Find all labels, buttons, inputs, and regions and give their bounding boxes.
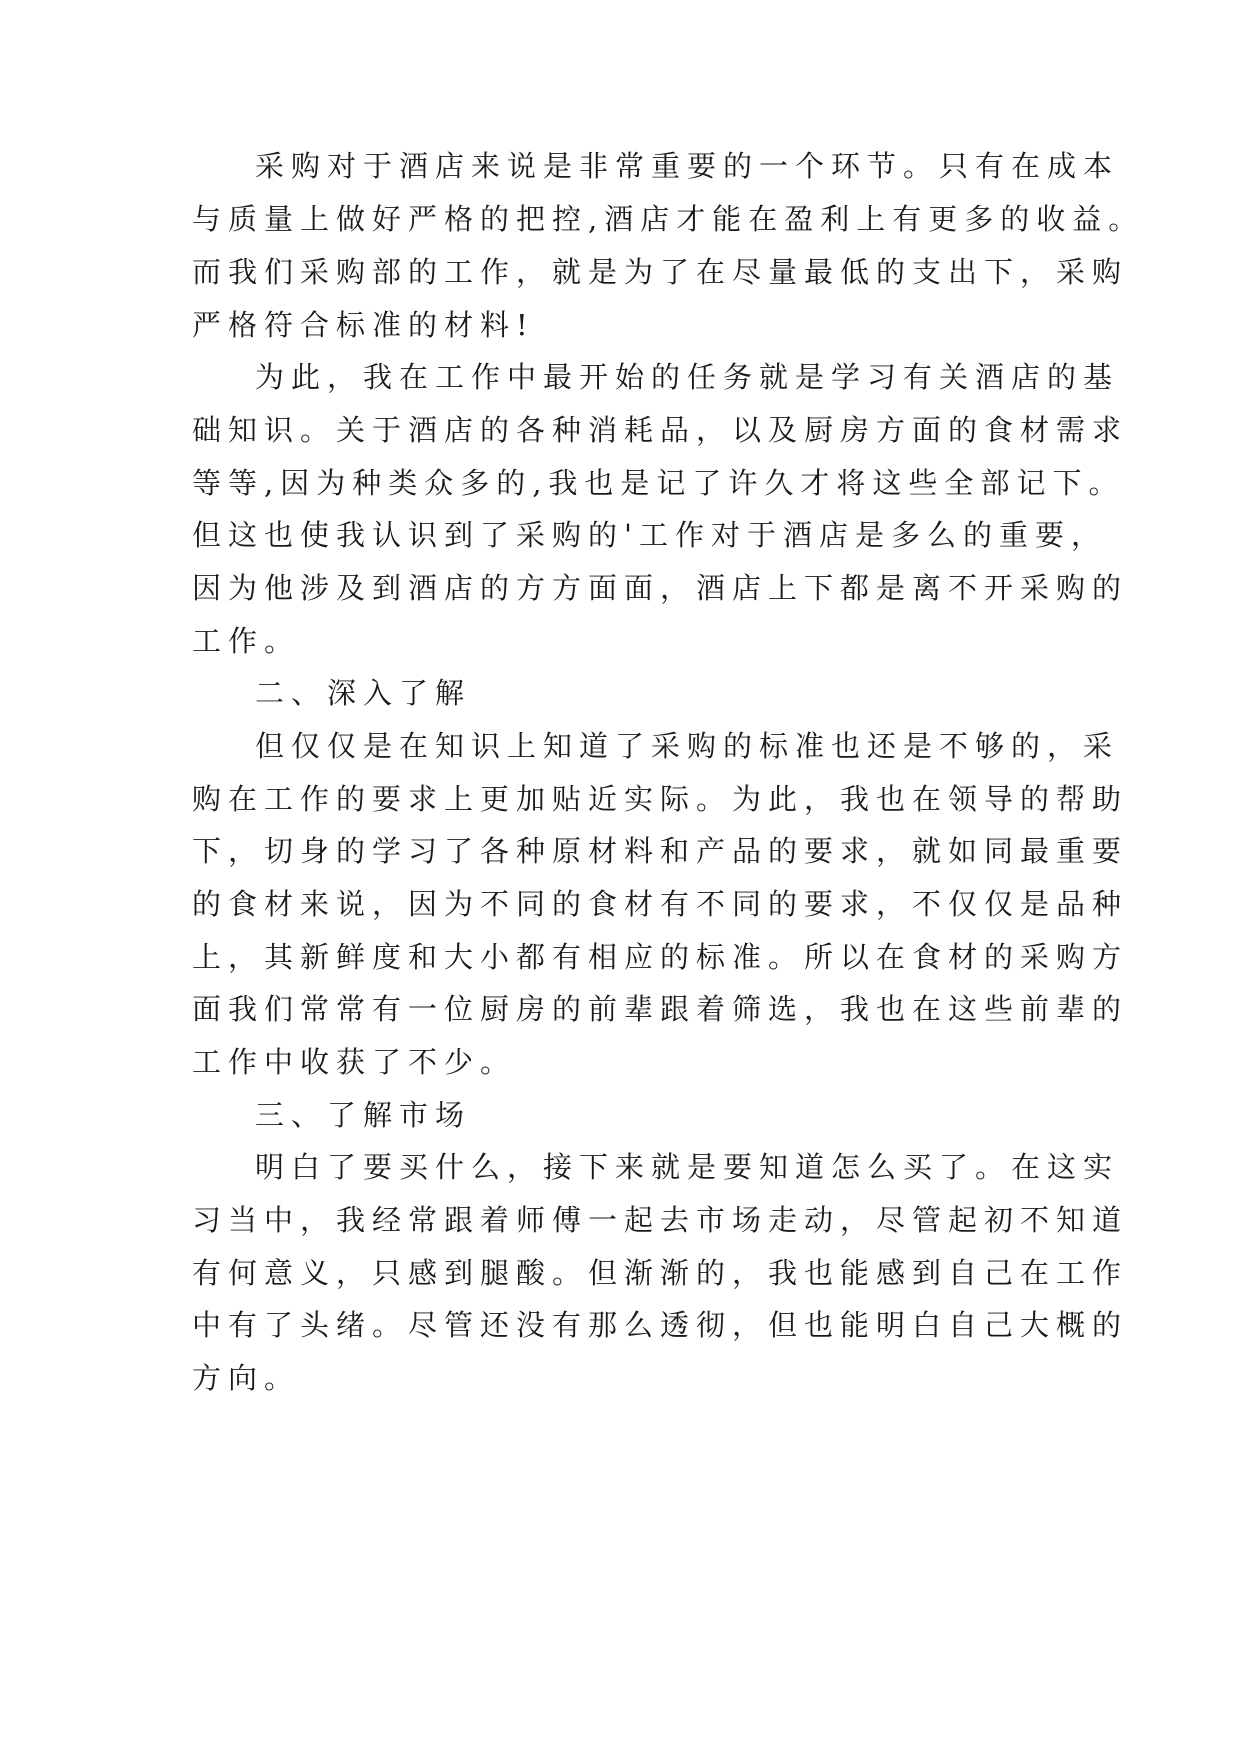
section-heading: 三、了解市场 [255,1098,472,1132]
text-line: 严格符合标准的材料! [192,308,535,342]
text-line: 明白了要买什么，接下来就是要知道怎么买了。在这实 [255,1150,1120,1184]
text-line: 的食材来说，因为不同的食材有不同的要求，不仅仅是品种 [192,887,1129,921]
section-heading: 二、深入了解 [255,676,472,710]
text-line: 习当中，我经常跟着师傅一起去市场走动，尽管起初不知道 [192,1203,1129,1237]
text-line: 工作。 [192,624,301,658]
text-line: 为此，我在工作中最开始的任务就是学习有关酒店的基 [255,360,1120,394]
text-line: 等等,因为种类众多的,我也是记了许久才将这些全部记下。 [192,466,1125,500]
text-line: 因为他涉及到酒店的方方面面，酒店上下都是离不开采购的 [192,571,1129,605]
text-line: 上，其新鲜度和大小都有相应的标准。所以在食材的采购方 [192,940,1129,974]
text-line: 下，切身的学习了各种原材料和产品的要求，就如同最重要 [192,834,1129,868]
text-line: 而我们采购部的工作，就是为了在尽量最低的支出下，采购 [192,255,1129,289]
text-line: 采购对于酒店来说是非常重要的一个环节。只有在成本 [255,149,1120,183]
text-line: 中有了头绪。尽管还没有那么透彻，但也能明白自己大概的 [192,1308,1129,1342]
text-line: 工作中收获了不少。 [192,1045,517,1079]
text-line: 但这也使我认识到了采购的'工作对于酒店是多么的重要， [192,518,1107,552]
text-line: 但仅仅是在知识上知道了采购的标准也还是不够的，采 [255,729,1120,763]
text-line: 购在工作的要求上更加贴近实际。为此，我也在领导的帮助 [192,782,1129,816]
text-line: 与质量上做好严格的把控,酒店才能在盈利上有更多的收益。 [192,202,1145,236]
text-line: 础知识。关于酒店的各种消耗品，以及厨房方面的食材需求 [192,413,1129,447]
text-line: 方向。 [192,1361,301,1395]
text-line: 有何意义，只感到腿酸。但渐渐的，我也能感到自己在工作 [192,1256,1129,1290]
text-line: 面我们常常有一位厨房的前辈跟着筛选，我也在这些前辈的 [192,992,1129,1026]
